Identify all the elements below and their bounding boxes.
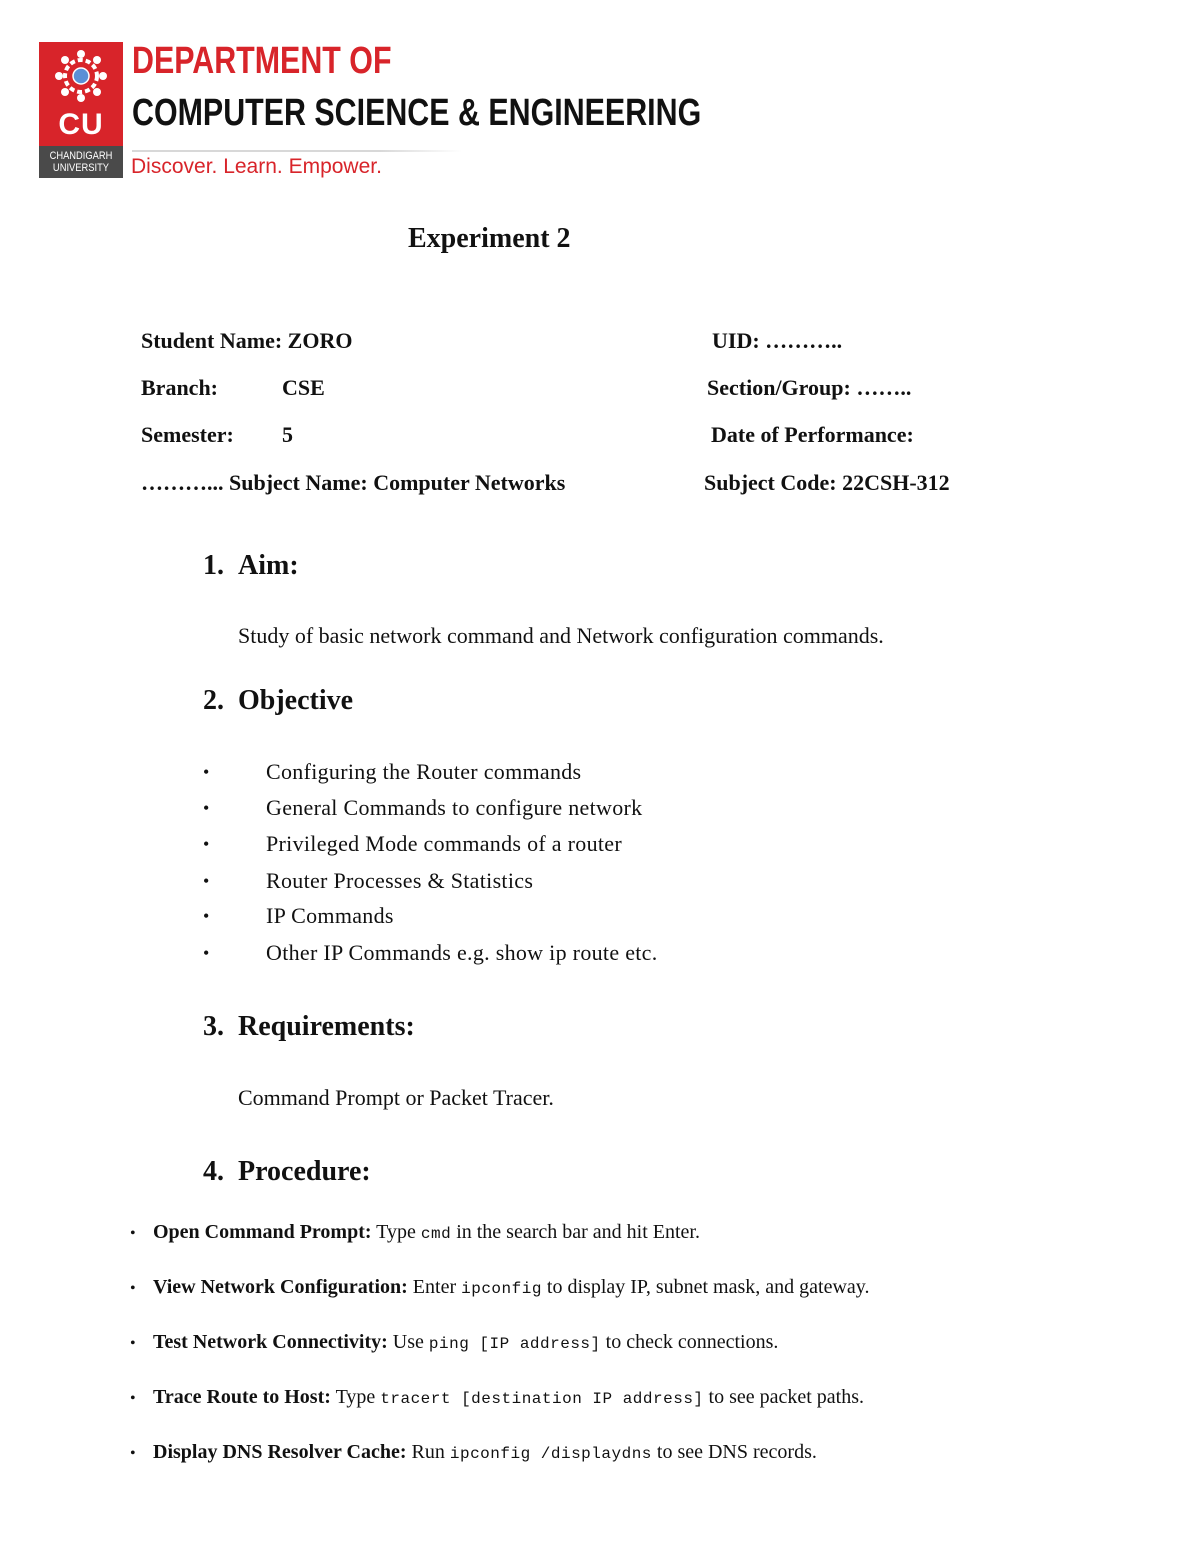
header-divider <box>132 150 462 152</box>
step-command: ipconfig /displaydns <box>449 1445 652 1463</box>
objective-item: Other IP Commands e.g. show ip route etc. <box>266 940 658 965</box>
section-group: Section/Group: …….. <box>707 375 912 400</box>
section-title: Procedure: <box>238 1156 371 1187</box>
step-command: ping [IP address] <box>428 1335 601 1353</box>
bullet-icon: • <box>203 906 210 926</box>
subject-name: ………... Subject Name: Computer Networks <box>141 470 566 495</box>
semester-label: Semester: <box>141 422 234 447</box>
step-text: Type <box>335 1386 376 1408</box>
procedure-step <box>130 1219 700 1247</box>
branch-value: CSE <box>282 375 325 400</box>
bullet-icon: • <box>203 798 210 818</box>
section-title: Aim: <box>238 550 299 581</box>
bullet-icon: • <box>130 1390 136 1407</box>
tagline: Discover. Learn. Empower. <box>131 155 382 178</box>
section-heading-procedure <box>203 1155 371 1189</box>
section-number: 2. <box>203 685 224 716</box>
step-label: Trace Route to Host: <box>153 1386 331 1408</box>
step-label: Open Command Prompt: <box>153 1221 372 1243</box>
logo-university-band <box>39 146 123 178</box>
semester-value: 5 <box>282 422 293 447</box>
step-text: Run <box>411 1441 445 1463</box>
logo-text: CU <box>58 108 104 141</box>
step-text: to see packet paths. <box>708 1386 865 1408</box>
step-label: Test Network Connectivity: <box>153 1331 388 1353</box>
branch-label: Branch: <box>141 375 218 400</box>
step-command: tracert [destination IP address] <box>380 1390 704 1408</box>
bullet-icon: • <box>203 871 210 891</box>
step-text: Enter <box>412 1276 457 1298</box>
step-command: ipconfig <box>461 1280 542 1298</box>
section-heading-objective <box>203 684 353 718</box>
bullet-icon: • <box>130 1335 136 1352</box>
bullet-icon: • <box>130 1445 136 1462</box>
step-text: to see DNS records. <box>656 1441 817 1463</box>
step-text: to check connections. <box>605 1331 779 1353</box>
uid: UID: ……….. <box>712 328 843 353</box>
section-number: 3. <box>203 1011 224 1042</box>
procedure-step <box>130 1439 817 1467</box>
step-command: cmd <box>420 1225 452 1243</box>
objective-item: Configuring the Router commands <box>266 759 582 784</box>
section-heading-aim <box>203 549 299 583</box>
date-of-performance: Date of Performance: <box>711 422 914 447</box>
logo-university-line1: CHANDIGARH <box>49 150 113 162</box>
section-number: 1. <box>203 550 224 581</box>
objective-item: General Commands to configure network <box>266 795 643 820</box>
objective-item: Privileged Mode commands of a router <box>266 831 622 856</box>
step-text: to display IP, subnet mask, and gateway. <box>546 1276 870 1298</box>
section-title: Objective <box>238 685 354 716</box>
student-name: Student Name: ZORO <box>141 328 353 353</box>
logo-emblem-icon <box>53 48 109 104</box>
department-title: DEPARTMENT OF <box>132 40 392 82</box>
procedure-step <box>130 1329 778 1357</box>
university-logo <box>39 42 123 178</box>
subject-code: Subject Code: 22CSH-312 <box>704 470 950 495</box>
bullet-icon: • <box>203 943 210 963</box>
bullet-icon: • <box>203 834 210 854</box>
step-text: Type <box>376 1221 416 1243</box>
logo-university-line2: UNIVERSITY <box>52 162 110 174</box>
objective-item: Router Processes & Statistics <box>266 868 534 893</box>
step-text: Use <box>392 1331 424 1353</box>
step-label: Display DNS Resolver Cache: <box>153 1441 407 1463</box>
bullet-icon: • <box>130 1280 136 1297</box>
bullet-icon: • <box>203 762 210 782</box>
bullet-icon: • <box>130 1225 136 1242</box>
department-subtitle: COMPUTER SCIENCE & ENGINEERING <box>132 92 702 134</box>
section-heading-requirements <box>203 1010 415 1044</box>
objective-item: IP Commands <box>266 903 394 928</box>
requirements-text: Command Prompt or Packet Tracer. <box>238 1085 554 1110</box>
section-number: 4. <box>203 1156 224 1187</box>
procedure-step <box>130 1274 869 1302</box>
aim-text: Study of basic network command and Network configuration commands. <box>238 623 884 648</box>
section-title: Requirements: <box>238 1011 415 1042</box>
page-title: Experiment 2 <box>408 223 571 254</box>
step-label: View Network Configuration: <box>153 1276 408 1298</box>
step-text: in the search bar and hit Enter. <box>456 1221 700 1243</box>
procedure-step <box>130 1384 864 1412</box>
